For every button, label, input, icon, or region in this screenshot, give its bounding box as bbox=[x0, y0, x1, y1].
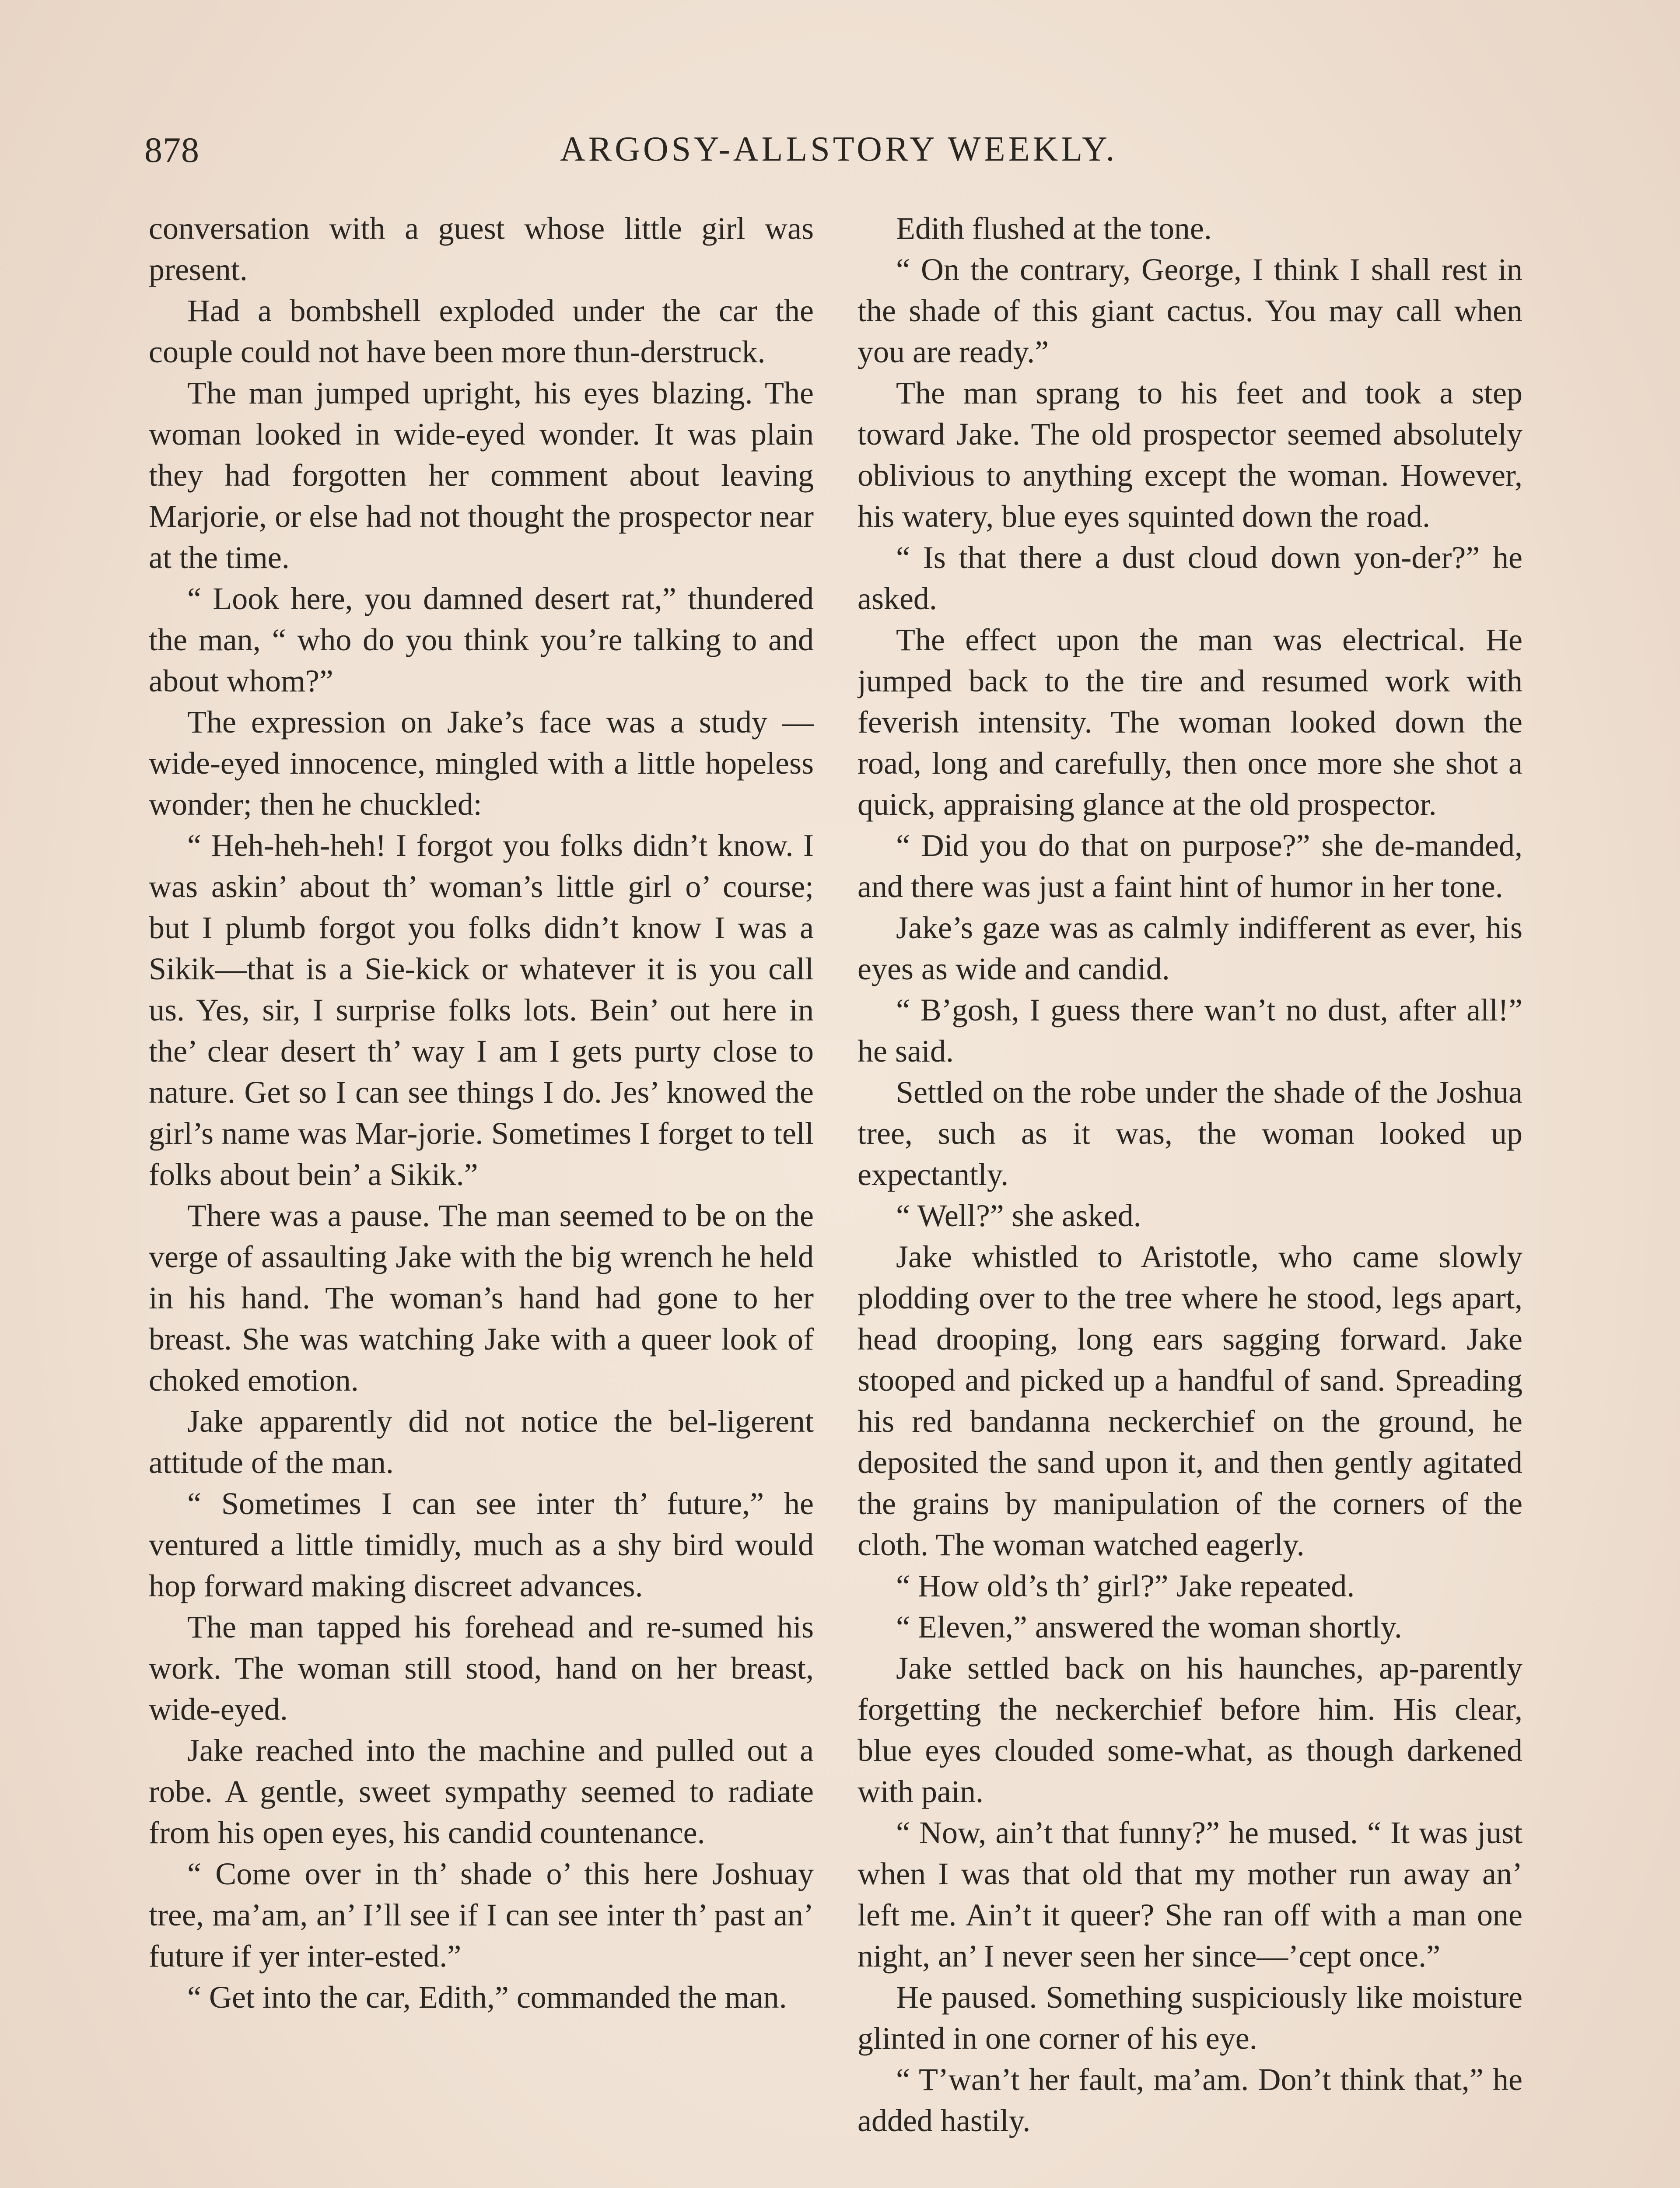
paragraph: “ T’wan’t her fault, ma’am. Don’t think that,” he added hastily. bbox=[858, 2062, 1522, 2138]
left-column bbox=[149, 208, 814, 2188]
paragraph: Jake reached into the machine and pulled out a robe. A gentle, sweet sympathy seemed to radiate from his open eyes, his candid countenance. bbox=[149, 1733, 814, 1850]
paragraph: He paused. Something suspiciously like moisture glinted in one corner of his eye. bbox=[858, 1980, 1522, 2056]
paragraph: The man jumped upright, his eyes blazing. The woman looked in wide-eyed wonder. It was plain they had forgotten her comment about leaving Marjorie, or else had not thought the prospector near at the time. bbox=[149, 375, 814, 575]
page-number: 878 bbox=[144, 130, 200, 170]
paragraph: The man tapped his forehead and re-sumed his work. The woman still stood, hand on her breast, wide-eyed. bbox=[149, 1609, 814, 1727]
paragraph: “ Sometimes I can see inter th’ future,” he ventured a little timidly, much as a shy bird would hop forward making discreet advances. bbox=[149, 1486, 814, 1603]
paragraph: “ How old’s th’ girl?” Jake repeated. bbox=[896, 1568, 1355, 1603]
paragraph: Jake settled back on his haunches, ap-parently forgetting the neckerchief before him. His clear, blue eyes clouded some-what, as though darkened with pain. bbox=[858, 1651, 1522, 1809]
paragraph: “ Well?” she asked. bbox=[896, 1198, 1141, 1233]
paragraph: “ Now, ain’t that funny?” he mused. “ It was just when I was that old that my mother run away an’ left me. Ain’t it queer? She ran off with a man one night, an’ I never seen her since—’cept once.” bbox=[858, 1815, 1522, 1974]
paragraph: The expression on Jake’s face was a study —wide-eyed innocence, mingled with a little hopeless wonder; then he chuckled: bbox=[149, 705, 814, 822]
running-title: ARGOSY-ALLSTORY WEEKLY. bbox=[560, 130, 1118, 168]
paragraph: There was a pause. The man seemed to be on the verge of assaulting Jake with the big wrench he held in his hand. The woman’s hand had gone to her breast. She was watching Jake with a queer look of choked emotion. bbox=[149, 1198, 814, 1398]
paragraph: Jake whistled to Aristotle, who came slowly plodding over to the tree where he stood, legs apart, head drooping, long ears sagging forward. Jake stooped and picked up a handful of sand. Spreading his red bandanna neckerchief on the ground, he deposited the sand upon it, and then gently agitated the grains by manipulation of the corners of the cloth. The woman watched eagerly. bbox=[858, 1239, 1522, 1562]
paragraph: Jake apparently did not notice the bel-ligerent attitude of the man. bbox=[149, 1404, 814, 1480]
paragraph: “ Did you do that on purpose?” she de-manded, and there was just a faint hint of humor in her tone. bbox=[858, 828, 1522, 904]
paragraph: “ Heh-heh-heh! I forgot you folks didn’t know. I was askin’ about th’ woman’s little girl o’ course; but I plumb forgot you folks didn’t know I was a Sikik—that is a Sie-kick or whatever it is you call us. Yes, sir, I surprise folks lots. Bein’ out here in the’ clear desert th’ way I am I gets purty close to nature. Get so I can see things I do. Jes’ knowed the girl’s name was Mar-jorie. Sometimes I forget to tell folks about bein’ a Sikik.” bbox=[149, 828, 814, 1192]
paragraph: “ Is that there a dust cloud down yon-der?” he asked. bbox=[858, 540, 1522, 616]
paragraph: “ B’gosh, I guess there wan’t no dust, after all!” he said. bbox=[858, 992, 1522, 1069]
paragraph: “ On the contrary, George, I think I shall rest in the shade of this giant cactus. You may call when you are ready.” bbox=[858, 252, 1522, 369]
paragraph: Edith flushed at the tone. bbox=[896, 211, 1212, 246]
paragraph: conversation with a guest whose little girl was present. bbox=[149, 211, 814, 287]
paragraph: Settled on the robe under the shade of the Joshua tree, such as it was, the woman looked up expectantly. bbox=[858, 1075, 1522, 1192]
paragraph: The effect upon the man was electrical. He jumped back to the tire and resumed work with feverish intensity. The woman looked down the road, long and carefully, then once more she shot a quick, appraising glance at the old prospector. bbox=[858, 622, 1522, 822]
paragraph: “ Look here, you damned desert rat,” thundered the man, “ who do you think you’re talking to and about whom?” bbox=[149, 581, 814, 698]
paragraph: The man sprang to his feet and took a step toward Jake. The old prospector seemed absolutely oblivious to anything except the woman. However, his watery, blue eyes squinted down the road. bbox=[858, 375, 1522, 534]
page-header bbox=[131, 130, 1549, 178]
paragraph: Jake’s gaze was as calmly indifferent as ever, his eyes as wide and candid. bbox=[858, 910, 1522, 986]
paragraph: Had a bombshell exploded under the car the couple could not have been more thun-derstruck. bbox=[149, 293, 814, 369]
paragraph: “ Come over in th’ shade o’ this here Joshuay tree, ma’am, an’ I’ll see if I can see inter th’ past an’ future if yer inter-ested.” bbox=[149, 1856, 814, 1974]
paragraph: “ Get into the car, Edith,” commanded the man. bbox=[187, 1980, 787, 2015]
paragraph: “ Eleven,” answered the woman shortly. bbox=[896, 1609, 1402, 1645]
right-column bbox=[858, 208, 1522, 2188]
